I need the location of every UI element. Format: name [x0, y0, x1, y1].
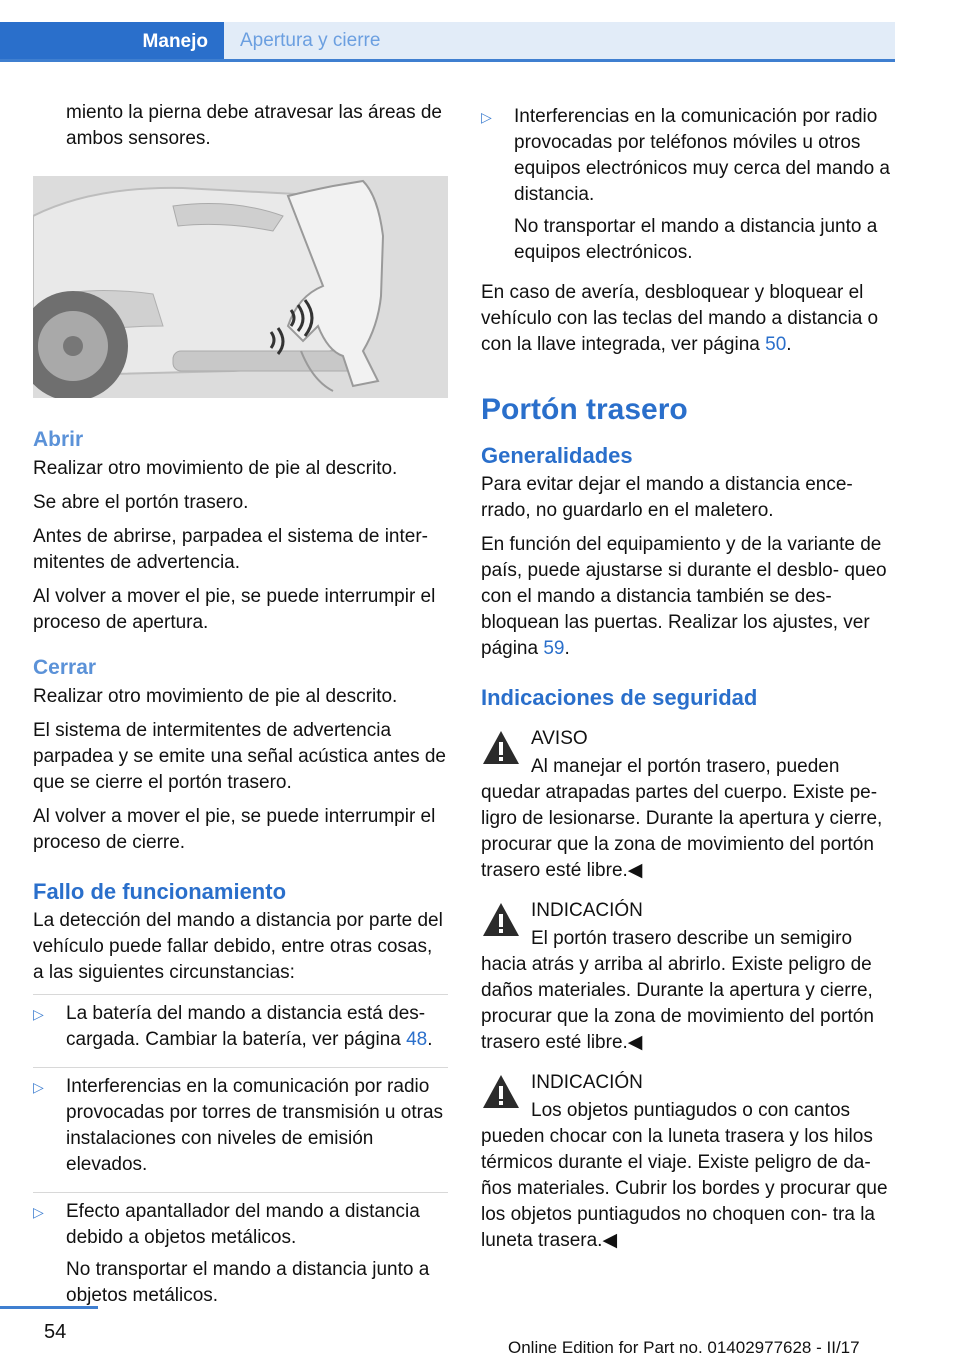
section-title: Portón trasero — [481, 393, 688, 426]
page-link-59[interactable]: 59 — [543, 638, 565, 659]
list-item — [33, 1067, 448, 1184]
bullet-subtext: No transportar el mando a distancia junto a equipos electrónicos. — [514, 216, 878, 263]
tailgate-illustration — [33, 176, 448, 398]
cerrar-paragraph-2: El sistema de intermitentes de advertencia parpadea y se emite una señal acústica antes de que se cierre el portón trasero. — [33, 720, 446, 793]
notice-text: El portón trasero describe un semigiro hacia atrás y arriba al abrirlo. Existe peligro de daños materiales. Durante la apertura y cierre, procurar que la zona de movimiento del portón trasero esté libre.◀ — [481, 928, 874, 1053]
list-item — [481, 100, 897, 272]
warning-text: Al manejar el portón trasero, pueden quedar atrapadas partes del cuerpo. Existe pe‐ ligro de lesionarse. Durante la apertura y cierre, procurar que la zona de movimiento del portón trasero esté libre.◀ — [481, 756, 883, 881]
fallo-paragraph: La detección del mando a distancia por parte del vehículo puede fallar debido, entre otras cosas, a las siguientes circunstancias: — [33, 910, 443, 983]
bullet-text: Efecto apantallador del mando a distancia debido a objetos metálicos. — [66, 1201, 420, 1248]
tab-manejo[interactable]: Manejo — [0, 22, 224, 62]
page-link-50[interactable]: 50 — [765, 334, 787, 355]
car-rear-foot-sensor-image — [33, 176, 448, 398]
notice-title: INDICACIÓN — [531, 900, 643, 921]
bullet-text: La batería del mando a distancia está des‐ cargada. Cambiar la batería, ver página — [66, 1003, 426, 1050]
warning-title: AVISO — [531, 728, 588, 749]
header-tab-bar — [0, 22, 895, 62]
notice-block — [481, 1070, 897, 1254]
triangle-bullet-icon: ▷ — [33, 1204, 44, 1220]
warning-triangle-icon — [481, 1072, 521, 1112]
bullet-text: Interferencias en la comunicación por radio provocadas por teléfonos móviles u otros equipos electrónicos muy cerca del mando a distancia. — [514, 106, 890, 205]
abrir-paragraph-3: Antes de abrirse, parpadea el sistema de inter‐ mitentes de advertencia. — [33, 526, 428, 573]
fallo-heading: Fallo de funcionamiento — [33, 879, 287, 904]
list-item: ▷ La batería del mando a distancia está des‐ cargada. Cambiar la batería, ver página 48. — [33, 994, 448, 1059]
abrir-heading: Abrir — [33, 428, 84, 451]
seguridad-heading: Indicaciones de seguridad — [481, 685, 758, 710]
notice-block — [481, 898, 897, 1056]
edition-footer: Online Edition for Part no. 01402977628 - II/17 — [508, 1338, 860, 1357]
bullet-subtext: No transportar el mando a distancia junto a objetos metálicos. — [66, 1259, 430, 1306]
triangle-bullet-icon: ▷ — [33, 1006, 44, 1022]
cerrar-paragraph-3: Al volver a mover el pie, se puede interrumpir el proceso de cierre. — [33, 806, 436, 853]
tab-apertura-y-cierre[interactable]: Apertura y cierre — [224, 22, 895, 59]
list-item — [33, 1192, 448, 1315]
cerrar-paragraph-1: Realizar otro movimiento de pie al descrito. — [33, 686, 398, 707]
generalidades-heading: Generalidades — [481, 443, 633, 468]
generalidades-paragraph-2: En función del equipamiento y de la variante de país, puede ajustarse si durante el desblo‐ queo con el mando a distancia también se des‐ bloquean las puertas. Realizar los ajustes, ver página — [481, 534, 887, 659]
header-rule — [0, 59, 895, 62]
bullet-text: Interferencias en la comunicación por radio provocadas por torres de transmisión u otras instalaciones con niveles de emisión elevados. — [66, 1076, 444, 1175]
right-column: ▷ Interferencias en la comunicación por radio provocadas por teléfonos móviles u otros equipos electrónicos muy cerca del mando a distancia. No transportar el mando a distancia junto a equipos electrónicos. En caso de avería, desbloquear y bloquear el vehículo con las teclas del mando a distancia o con la llave integrada, ver página 50. Portón trasero Generalidades Para evitar dejar el mando a distancia ence‐ rrado, no guardarlo en el maletero. En función del equipamiento y de la variante de país, puede ajustarse si durante el desblo‐ queo con el mando a distancia también se des‐ bloquean las puertas. Realizar los ajustes, ver página 59. Indicaciones de seguridad AVISO Al manejar el portón trasero, pueden quedar atrapadas partes del cuerpo. Existe pe‐ ligro de lesionarse. Durante la apertura y cierre, procurar que la zona de movimiento del portón trasero esté libre.◀ INDICACIÓN El portón trasero describe un semigiro hacia atrás y arriba al abrirlo. Existe peligro de daños materiales. Durante la apertura y cierre, procurar que la zona de movimiento del portón trasero esté libre.◀ INDICACIÓN Los objetos puntiagudos o con cantos pueden chocar con la luneta trasera y los hilos térmicos durante el viaje. Existe peligro de da‐ ños materiales. Cubrir los bordes y procurar que los objetos puntiagudos no choquen con‐ tra la luneta trasera.◀ — [481, 100, 897, 1262]
cerrar-heading: Cerrar — [33, 656, 97, 679]
warning-block — [481, 726, 897, 884]
averia-paragraph: En caso de avería, desbloquear y bloquear el vehículo con las teclas del mando a distancia o con la llave integrada, ver página — [481, 282, 879, 355]
triangle-bullet-icon: ▷ — [481, 109, 492, 125]
abrir-paragraph-2: Se abre el portón trasero. — [33, 492, 249, 513]
generalidades-paragraph-1: Para evitar dejar el mando a distancia ence‐ rrado, no guardarlo en el maletero. — [481, 474, 853, 521]
page-link-48[interactable]: 48 — [406, 1029, 428, 1050]
notice-title: INDICACIÓN — [531, 1072, 643, 1093]
footer-rule — [0, 1306, 98, 1309]
triangle-bullet-icon: ▷ — [33, 1079, 44, 1095]
notice-text: Los objetos puntiagudos o con cantos pueden chocar con la luneta trasera y los hilos térmicos durante el viaje. Existe peligro de da‐ ños materiales. Cubrir los bordes y procurar que los objetos puntiagudos no choquen con‐ tra la luneta trasera.◀ — [481, 1100, 888, 1251]
abrir-paragraph-1: Realizar otro movimiento de pie al descrito. — [33, 458, 398, 479]
intro-paragraph: miento la pierna debe atravesar las áreas de ambos sensores. — [66, 102, 443, 149]
page-number: 54 — [44, 1321, 67, 1343]
left-column — [33, 100, 448, 1323]
warning-triangle-icon — [481, 728, 521, 768]
warning-triangle-icon — [481, 900, 521, 940]
abrir-paragraph-4: Al volver a mover el pie, se puede interrumpir el proceso de apertura. — [33, 586, 436, 633]
